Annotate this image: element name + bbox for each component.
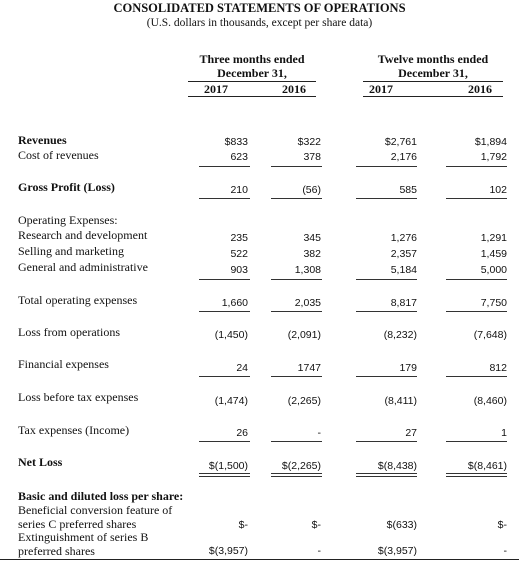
year-col3: 2017 — [369, 82, 393, 96]
revenues-3m-2016: $322 — [297, 136, 321, 148]
tax-12m-2017: 27 — [405, 427, 417, 439]
research-12m-2016: 1,291 — [480, 232, 507, 244]
statement-title: CONSOLIDATED STATEMENTS OF OPERATIONS — [113, 1, 406, 15]
cost-12m-2017: 2,176 — [390, 151, 417, 163]
label-financial: Financial expenses — [18, 357, 109, 371]
double-rule — [446, 473, 507, 477]
rule — [199, 311, 250, 312]
label-general: General and administrative — [18, 260, 148, 274]
ext-3m-2017: $(3,957) — [208, 545, 248, 557]
label-total-opex: Total operating expenses — [18, 293, 138, 307]
cost-3m-2016: 378 — [303, 151, 321, 163]
gross-12m-2017: 585 — [399, 184, 417, 196]
netloss-12m-2017: $(8,438) — [377, 460, 417, 472]
rule — [356, 311, 417, 312]
opex-3m-2017: 1,660 — [221, 297, 248, 309]
rule — [446, 311, 507, 312]
benef-12m-2017: $(633) — [386, 519, 417, 531]
fin-3m-2016: 1747 — [297, 362, 321, 374]
lossops-3m-2016: (2,091) — [287, 329, 321, 341]
benef-3m-2016: $- — [311, 519, 321, 531]
label-operating-expenses: Operating Expenses: — [18, 213, 118, 227]
tax-3m-2017: 26 — [236, 427, 248, 439]
label-revenues: Revenues — [18, 133, 67, 147]
cost-3m-2017: 623 — [230, 151, 248, 163]
label-research: Research and development — [18, 228, 148, 242]
lbt-3m-2016: (2,265) — [287, 395, 321, 407]
rule — [199, 441, 250, 442]
selling-3m-2017: 522 — [230, 248, 248, 260]
lossops-12m-2016: (7,648) — [473, 329, 507, 341]
double-rule — [199, 473, 250, 477]
revenues-3m-2017: $833 — [224, 136, 248, 148]
twelve-months-header-text: Twelve months ended December 31, — [377, 52, 489, 80]
year-underline-12m — [363, 96, 503, 97]
general-3m-2016: 1,308 — [294, 264, 321, 276]
opex-12m-2016: 7,750 — [480, 297, 507, 309]
rule — [199, 166, 250, 167]
rule — [271, 441, 322, 442]
fin-12m-2016: 812 — [489, 362, 507, 374]
label-loss-before-tax: Loss before tax expenses — [18, 390, 139, 404]
research-3m-2016: 345 — [303, 232, 321, 244]
label-loss-ops: Loss from operations — [18, 325, 120, 339]
rule — [356, 166, 417, 167]
label-beneficial: Beneficial conversion feature of series C preferred shares — [18, 503, 173, 531]
opex-12m-2017: 8,817 — [390, 297, 417, 309]
rule — [446, 166, 507, 167]
lbt-12m-2016: (8,460) — [473, 395, 507, 407]
netloss-3m-2016: $(2,265) — [281, 460, 321, 472]
general-3m-2017: 903 — [230, 264, 248, 276]
selling-3m-2016: 382 — [303, 248, 321, 260]
label-extinguishment: Extinguishment of series B preferred shares — [18, 530, 149, 558]
cost-12m-2016: 1,792 — [480, 151, 507, 163]
lossops-3m-2017: (1,450) — [214, 329, 248, 341]
three-months-header — [188, 52, 316, 80]
rule — [271, 166, 322, 167]
rule — [356, 279, 417, 280]
three-months-header-text: Three months ended December 31, — [199, 52, 305, 80]
ext-3m-2016: - — [317, 545, 321, 557]
statement-subtitle: (U.S. dollars in thousands, except per share data) — [146, 17, 373, 29]
netloss-12m-2016: $(8,461) — [467, 460, 507, 472]
general-12m-2016: 5,000 — [480, 264, 507, 276]
gross-12m-2016: 102 — [489, 184, 507, 196]
research-3m-2017: 235 — [230, 232, 248, 244]
label-net-loss: Net Loss — [18, 455, 63, 469]
tax-3m-2016: - — [317, 427, 321, 439]
general-12m-2017: 5,184 — [390, 264, 417, 276]
rule — [356, 198, 417, 199]
benef-12m-2016: $- — [497, 519, 507, 531]
revenues-12m-2016: $1,894 — [474, 136, 507, 148]
year-col4: 2016 — [468, 82, 492, 96]
bottom-rule — [0, 559, 519, 560]
rule — [199, 198, 250, 199]
rule — [271, 279, 322, 280]
label-tax: Tax expenses (Income) — [18, 423, 130, 437]
fin-3m-2017: 24 — [236, 362, 248, 374]
rule — [356, 441, 417, 442]
gross-3m-2016: (56) — [302, 184, 321, 196]
rule — [199, 376, 250, 377]
research-12m-2017: 1,276 — [390, 232, 417, 244]
label-basic-diluted: Basic and diluted loss per share: — [18, 489, 184, 503]
netloss-3m-2017: $(1,500) — [208, 460, 248, 472]
label-selling: Selling and marketing — [18, 244, 124, 258]
ext-12m-2016: - — [503, 545, 507, 557]
revenues-12m-2017: $2,761 — [384, 136, 417, 148]
rule — [271, 311, 322, 312]
rule — [446, 198, 507, 199]
rule — [271, 198, 322, 199]
rule — [199, 279, 250, 280]
lossops-12m-2017: (8,232) — [383, 329, 417, 341]
opex-3m-2016: 2,035 — [294, 297, 321, 309]
rule — [271, 376, 322, 377]
rule — [356, 376, 417, 377]
fin-12m-2017: 179 — [399, 362, 417, 374]
gross-3m-2017: 210 — [230, 184, 248, 196]
ext-12m-2017: $(3,957) — [377, 545, 417, 557]
lbt-12m-2017: (8,411) — [384, 395, 417, 407]
lbt-3m-2017: (1,474) — [214, 395, 248, 407]
tax-12m-2016: 1 — [501, 427, 507, 439]
rule — [446, 279, 507, 280]
year-underline-3m — [188, 96, 316, 97]
benef-3m-2017: $- — [238, 519, 248, 531]
year-col1: 2017 — [204, 82, 228, 96]
rule — [446, 441, 507, 442]
double-rule — [356, 473, 417, 477]
rule — [446, 376, 507, 377]
selling-12m-2017: 2,357 — [390, 248, 417, 260]
double-rule — [271, 473, 322, 477]
label-gross-profit: Gross Profit (Loss) — [18, 180, 115, 194]
year-col2: 2016 — [282, 82, 306, 96]
twelve-months-header — [363, 52, 503, 80]
selling-12m-2016: 1,459 — [480, 248, 507, 260]
label-cost-of-revenues: Cost of revenues — [18, 148, 99, 162]
